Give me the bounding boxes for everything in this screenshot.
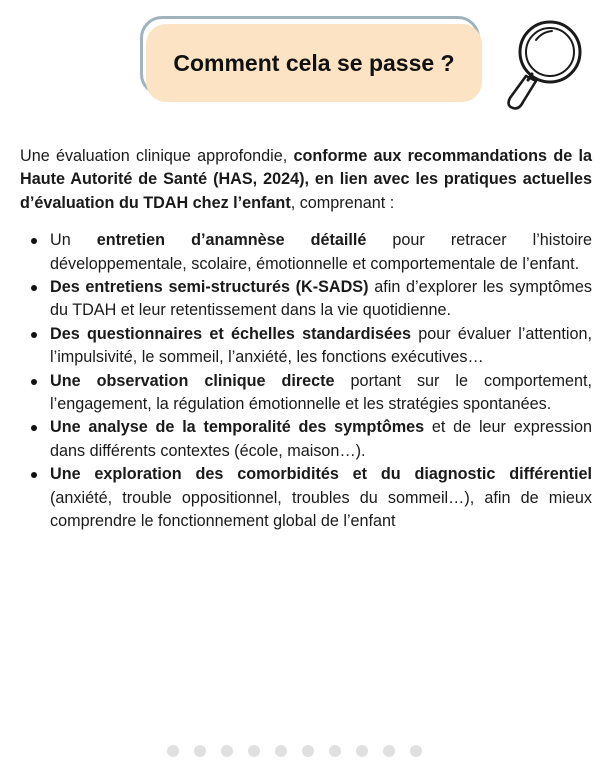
list-item: [20, 323, 592, 370]
evaluation-list: [20, 229, 592, 533]
item-emphasis: Une observation clinique directe: [50, 371, 335, 390]
magnifying-glass-icon: [498, 14, 590, 114]
pagination-dots: [167, 745, 422, 757]
pagination-dot[interactable]: [410, 745, 422, 757]
item-emphasis: Une analyse de la temporalité des symptômes: [50, 418, 425, 437]
pagination-dot[interactable]: [275, 745, 287, 757]
list-item: [20, 276, 592, 323]
pagination-dot[interactable]: [194, 745, 206, 757]
intro-tail: , comprenant :: [290, 193, 395, 212]
item-text: (anxiété, trouble oppositionnel, troubles du sommeil…), afin de mieux comprendre le fonctionnement global de l’enfant: [50, 488, 592, 531]
item-emphasis: Une exploration des comorbidités et du diagnostic différentiel: [50, 465, 592, 484]
intro-emphasis: conforme aux recommandations de la Haute Autorité de Santé (HAS, 2024), en lien avec les pratiques actuelles d’évaluation du TDAH chez l’enfant: [20, 147, 592, 212]
item-text: pour retracer l’histoire développementale, scolaire, émotionnelle et comportementale de l’enfant.: [50, 231, 592, 273]
item-emphasis: Des questionnaires et échelles standardisées: [50, 324, 411, 343]
item-text: et de leur expression dans différents contextes (école, maison…).: [50, 418, 592, 460]
list-item: [20, 416, 592, 463]
list-item: [20, 229, 592, 276]
list-item: [20, 370, 592, 417]
intro-lead: Une évaluation clinique approfondie,: [20, 147, 294, 165]
item-emphasis: entretien d’anamnèse détaillé: [96, 231, 367, 250]
pagination-dot[interactable]: [383, 745, 395, 757]
title-banner: [140, 16, 485, 104]
item-text: portant sur le comportement, l’engagement, la régulation émotionnelle et les stratégies spontanées.: [50, 371, 592, 414]
item-prefix: Un: [50, 231, 97, 250]
pagination-dot[interactable]: [221, 745, 233, 757]
pagination-dot[interactable]: [302, 745, 314, 757]
item-emphasis: Des entretiens semi-structurés (K-SADS): [50, 278, 369, 297]
main-content: [20, 145, 592, 534]
page-title: Comment cela se passe ?: [173, 49, 455, 76]
intro-paragraph: [20, 145, 592, 215]
item-text: afin d’explorer les symptômes du TDAH et leur retentissement dans la vie quotidienne.: [50, 278, 592, 320]
pagination-dot[interactable]: [356, 745, 368, 757]
pagination-dot[interactable]: [167, 745, 179, 757]
list-item: [20, 463, 592, 533]
item-text: pour évaluer l’attention, l’impulsivité, le sommeil, l’anxiété, les fonctions exécutives…: [50, 324, 593, 367]
pagination-dot[interactable]: [248, 745, 260, 757]
pagination-dot[interactable]: [329, 745, 341, 757]
